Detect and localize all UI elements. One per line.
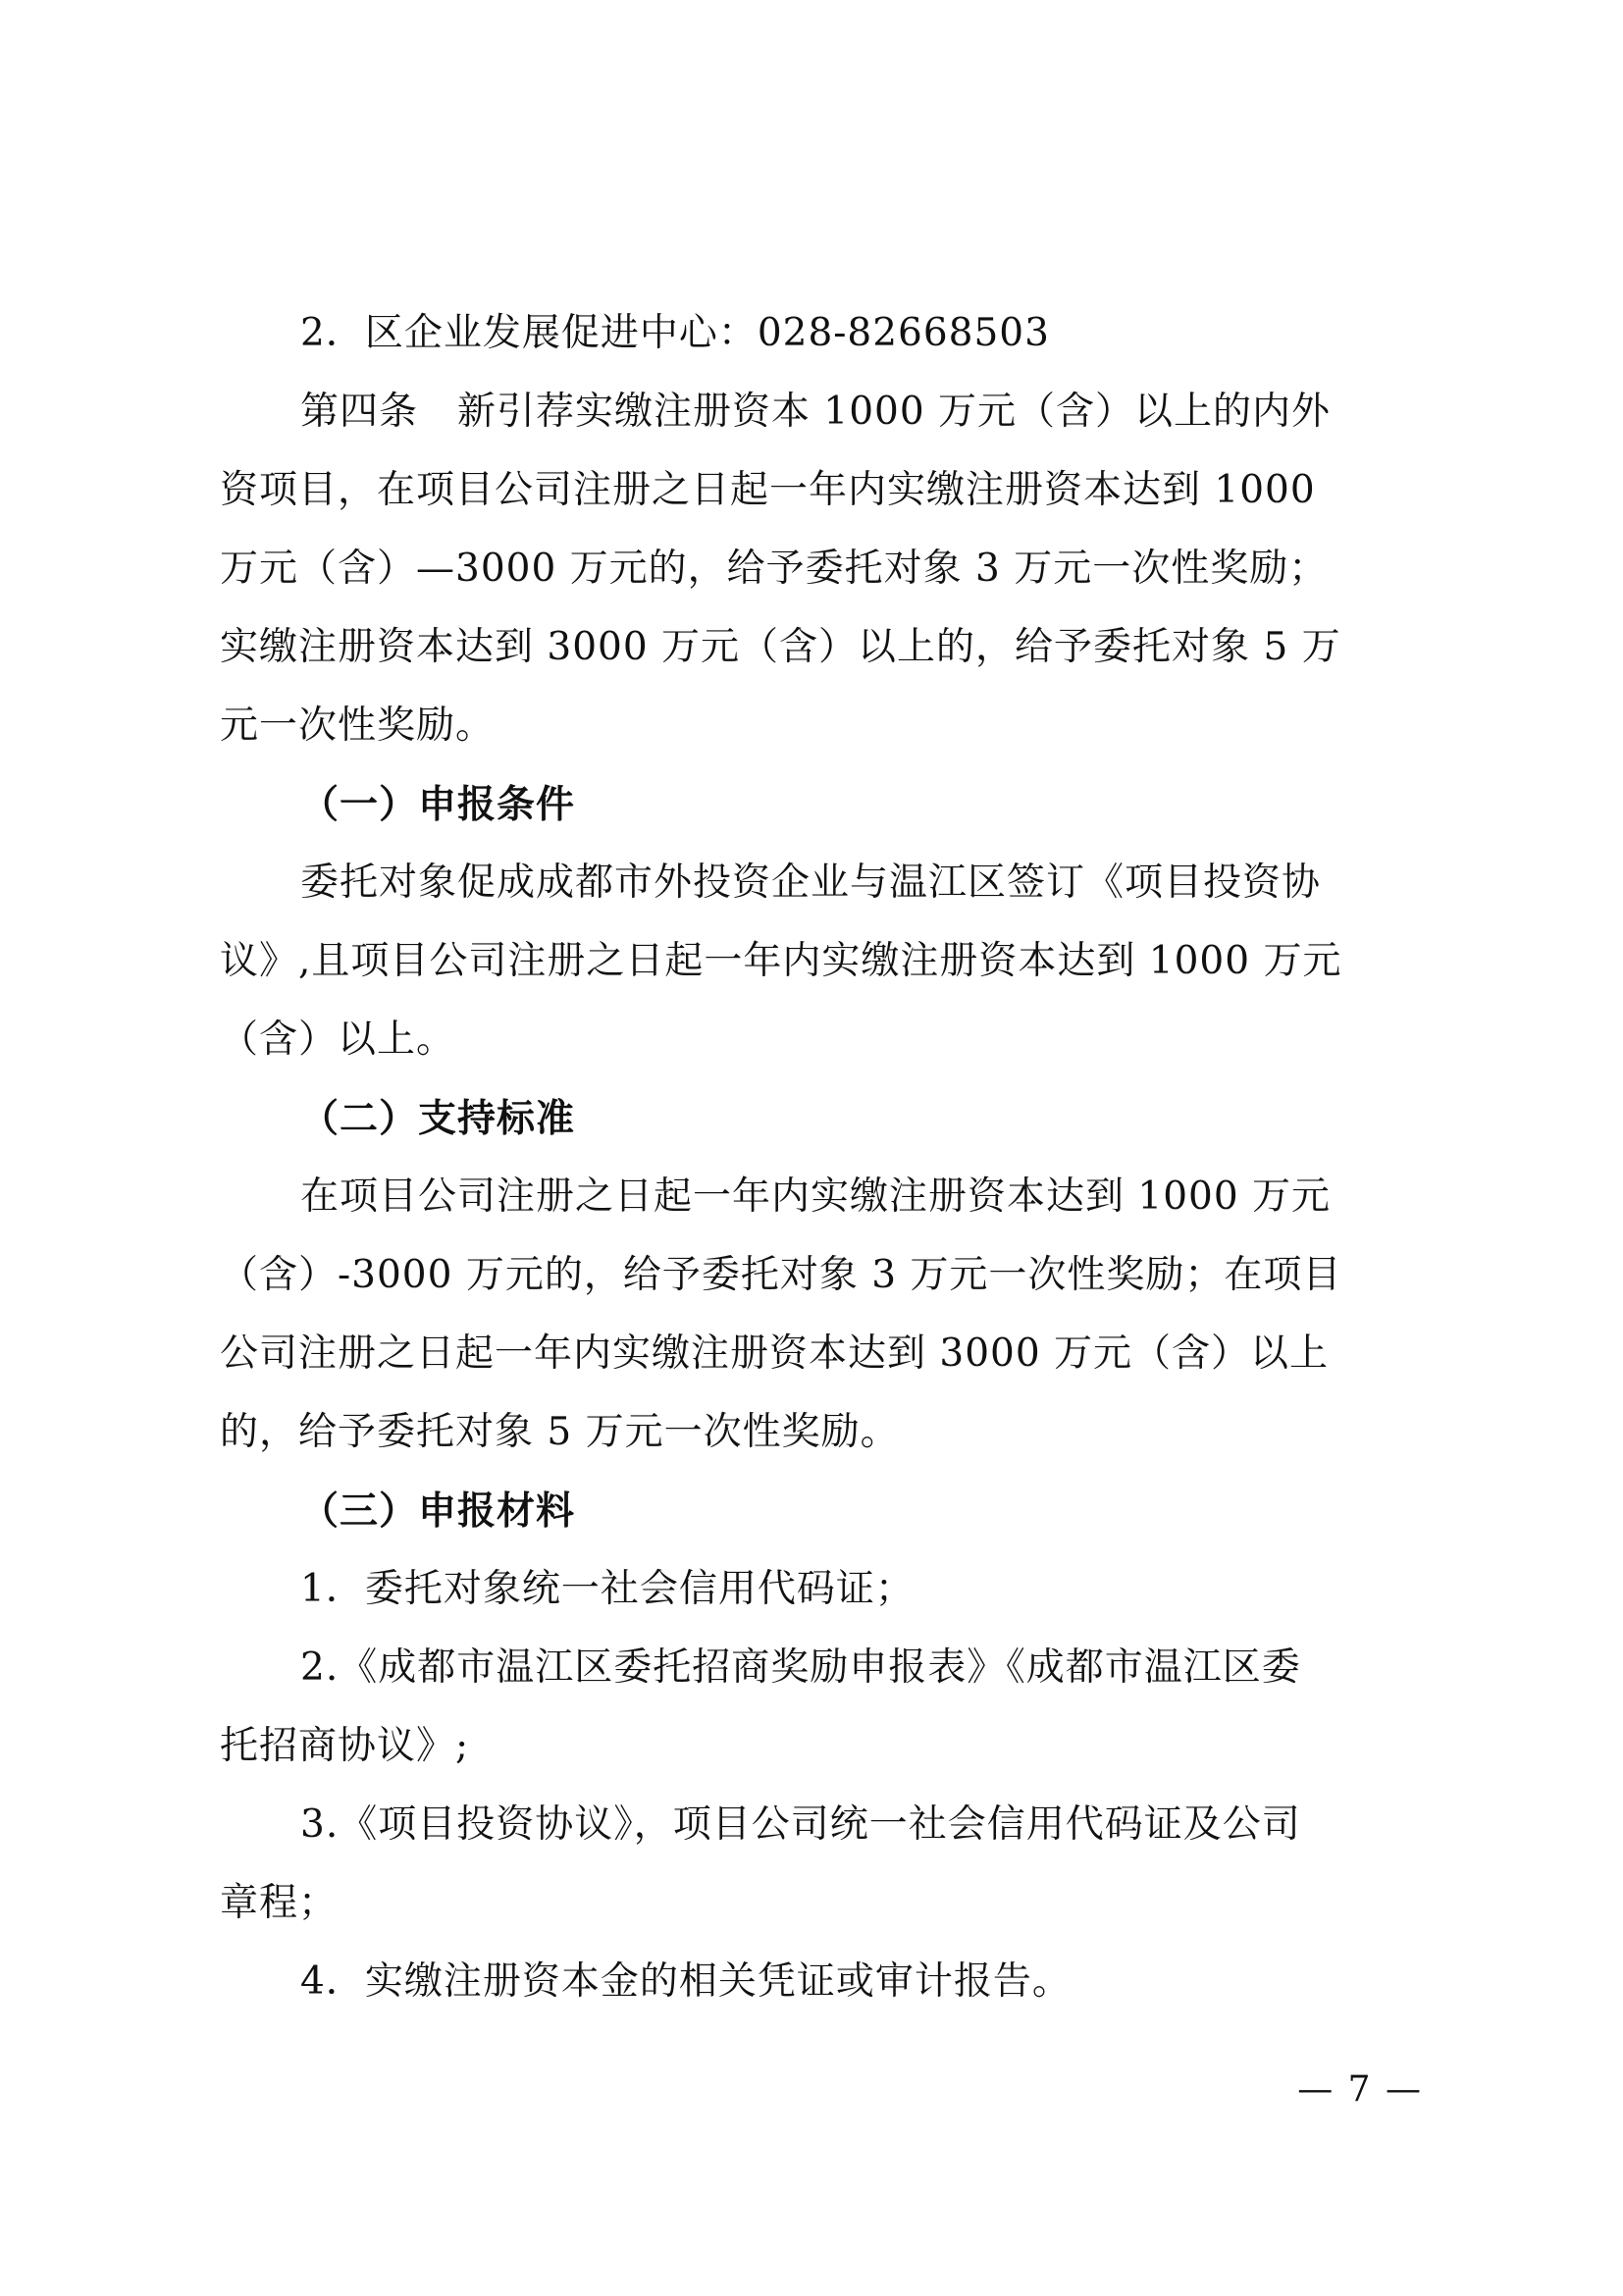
materials-item-4: 4．实缴注册资本金的相关凭证或审计报告。 <box>300 1959 1072 2004</box>
conditions-line-3: （含）以上。 <box>220 1018 456 1062</box>
materials-item-3-line-1: 3.《项目投资协议》，项目公司统一社会信用代码证及公司 <box>300 1802 1301 1847</box>
materials-item-3-line-2: 章程； <box>220 1881 339 1925</box>
contact-line-2: 2．区企业发展促进中心：028-82668503 <box>300 311 1050 355</box>
standards-line-1: 在项目公司注册之日起一年内实缴注册资本达到 1000 万元 <box>300 1174 1332 1219</box>
standards-line-4: 的，给予委托对象 5 万元一次性奖励。 <box>220 1410 900 1454</box>
materials-item-2-line-1: 2.《成都市温江区委托招商奖励申报表》《成都市温江区委 <box>300 1645 1301 1690</box>
standards-line-2: （含）-3000 万元的，给予委托对象 3 万元一次性奖励；在项目 <box>220 1253 1342 1297</box>
article-4-line-2: 资项目，在项目公司注册之日起一年内实缴注册资本达到 1000 <box>220 468 1316 512</box>
conditions-line-1: 委托对象促成成都市外投资企业与温江区签订《项目投资协 <box>300 861 1322 905</box>
article-4-line-4: 实缴注册资本达到 3000 万元（含）以上的，给予委托对象 5 万 <box>220 625 1341 669</box>
section-heading-materials: （三）申报材料 <box>300 1488 576 1534</box>
article-4-line-5: 元一次性奖励。 <box>220 704 496 748</box>
materials-item-2-line-2: 托招商协议》; <box>220 1724 470 1768</box>
section-heading-conditions: （一）申报条件 <box>300 782 576 827</box>
article-4-line-1: 第四条 新引荐实缴注册资本 1000 万元（含）以上的内外 <box>300 390 1332 434</box>
conditions-line-2: 议》,且项目公司注册之日起一年内实缴注册资本达到 1000 万元 <box>220 939 1342 983</box>
standards-line-3: 公司注册之日起一年内实缴注册资本达到 3000 万元（含）以上 <box>220 1331 1330 1376</box>
page-number: — 7 — <box>1297 2069 1423 2110</box>
document-body <box>220 294 1422 2021</box>
article-4-line-3: 万元（含）—3000 万元的，给予委托对象 3 万元一次性奖励； <box>220 547 1329 591</box>
section-heading-standards: （二）支持标准 <box>300 1096 576 1141</box>
materials-item-1: 1．委托对象统一社会信用代码证； <box>300 1567 915 1611</box>
